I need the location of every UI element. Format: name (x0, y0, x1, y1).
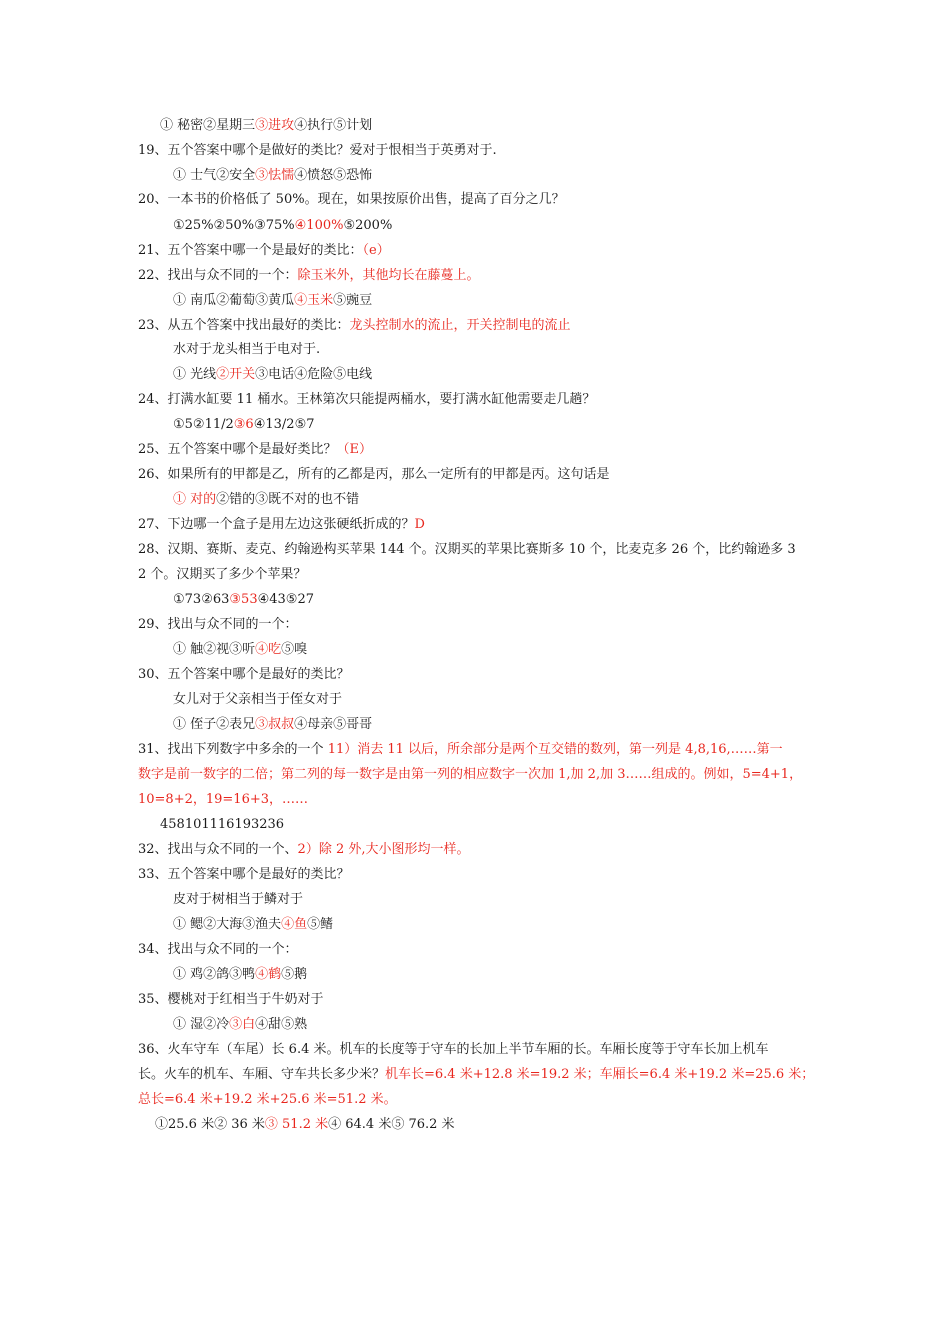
answer-text: ④玉米 (294, 293, 334, 308)
question-text: ②错的③既不对的也不错 (216, 492, 360, 507)
answer-text: ②开关 (216, 367, 256, 382)
question-text: 皮对于树相当于鳞对于 (173, 892, 304, 907)
question-text: 长。火车的机车、车厢、守车共长多少米？ (138, 1067, 386, 1082)
text-line (138, 465, 610, 485)
answer-text: ④鹤 (255, 967, 282, 982)
question-text: ⑤豌豆 (333, 293, 373, 308)
text-line (138, 1065, 814, 1085)
question-text: ⑤嗅 (281, 642, 308, 657)
answer-text: ③53 (229, 592, 258, 607)
answer-text: ③怯懦 (255, 168, 295, 183)
answer-text: 机车长=6.4 米+12.8 米=19.2 米；车厢长=6.4 米+19.2 米=25.6 米； (385, 1067, 815, 1082)
question-text: 27、下边哪一个盒子是用左边这张硬纸折成的？ (138, 517, 415, 532)
question-text: ①73②63 (173, 592, 230, 607)
text-line (173, 1015, 307, 1035)
question-text: ① 秘密②星期三 (160, 118, 256, 133)
answer-text: ④100% (294, 218, 344, 233)
text-line (138, 940, 298, 960)
question-text: ① 鸡②鸽③鸭 (173, 967, 256, 982)
question-text: ④43⑤27 (257, 592, 315, 607)
answer-text: ③白 (229, 1017, 256, 1032)
text-line (138, 865, 350, 885)
text-line (138, 840, 470, 860)
text-line (138, 765, 802, 785)
text-line (138, 515, 425, 535)
text-line (173, 590, 314, 610)
question-text: 26、如果所有的甲都是乙，所有的乙都是丙，那么一定所有的甲都是丙。这句话是 (138, 467, 610, 482)
question-text: 19、五个答案中哪个是做好的类比？爱对于恨相当于英勇对于. (138, 143, 497, 158)
question-text: ④ 64.4 米⑤ 76.2 米 (328, 1117, 455, 1132)
question-text: 35、樱桃对于红相当于牛奶对于 (138, 992, 324, 1007)
text-line (173, 915, 333, 935)
question-text: 458101116193236 (160, 817, 285, 832)
answer-text: 总长=6.4 米+19.2 米+25.6 米=51.2 米。 (138, 1092, 397, 1107)
text-line (173, 890, 303, 910)
question-text: ①25%②50%③75% (173, 218, 295, 233)
text-line (138, 390, 595, 410)
answer-text: 数字是前一数字的二倍；第二列的每一数字是由第一列的相应数字一次加 1,加 2,加 3……组成的。例如，5=4+1， (138, 767, 803, 782)
answer-text: ③6 (233, 417, 254, 432)
text-line (138, 266, 480, 286)
text-line (173, 965, 307, 985)
question-text: 33、五个答案中哪个是最好的类比？ (138, 867, 350, 882)
question-text: ① 士气②安全 (173, 168, 256, 183)
question-text: 23、从五个答案中找出最好的类比： (138, 318, 350, 333)
answer-text: ③进攻 (255, 118, 295, 133)
text-line (138, 990, 324, 1010)
answer-text: （e） (362, 243, 390, 258)
text-line (138, 540, 796, 560)
question-text: ①5②11/2 (173, 417, 234, 432)
question-text: 30、五个答案中哪个是最好的类比？ (138, 667, 350, 682)
text-line (173, 690, 342, 710)
question-text: 21、五个答案中哪一个是最好的类比： (138, 243, 363, 258)
question-text: 36、火车守车（车尾）长 6.4 米。机车的长度等于守车的长加上半节车厢的长。车厢长度等于守车长加上机车 (138, 1042, 769, 1057)
answer-text: 2）除 2 外,大小图形均一样。 (297, 842, 470, 857)
question-text: ①25.6 米② 36 米 (155, 1117, 265, 1132)
text-line (173, 340, 320, 360)
question-text: ④愤怒⑤恐怖 (294, 168, 373, 183)
answer-text: ③叔叔 (255, 717, 295, 732)
text-line (138, 141, 497, 161)
text-line (160, 815, 284, 835)
text-line (173, 715, 372, 735)
answer-text: 龙头控制水的流止，开关控制电的流止 (349, 318, 571, 333)
question-text: ⑤鳍 (307, 917, 334, 932)
answer-text: ① 对的 (173, 492, 217, 507)
text-line (138, 790, 308, 810)
question-text: ① 光线 (173, 367, 217, 382)
text-line (173, 365, 372, 385)
question-text: 29、找出与众不同的一个： (138, 617, 298, 632)
text-line (173, 216, 392, 236)
question-text: ④13/2⑤7 (253, 417, 315, 432)
question-text: 31、找出下列数字中多余的一个 (138, 742, 328, 757)
question-text: ④执行⑤计划 (294, 118, 373, 133)
text-line (138, 1040, 768, 1060)
text-line (173, 490, 359, 510)
text-line (160, 116, 372, 136)
question-text: ① 鳃②大海③渔夫 (173, 917, 282, 932)
answer-text: ④吃 (255, 642, 282, 657)
text-line (138, 440, 372, 460)
question-text: ① 触②视③听 (173, 642, 256, 657)
text-line (138, 316, 571, 336)
text-line (138, 615, 298, 635)
question-text: ③电话④危险⑤电线 (255, 367, 373, 382)
question-text: 32、找出与众不同的一个、 (138, 842, 298, 857)
answer-text: ③ 51.2 米 (264, 1117, 329, 1132)
question-text: ④甜⑤熟 (255, 1017, 308, 1032)
text-line (173, 415, 315, 435)
answer-text: ④鱼 (281, 917, 308, 932)
question-text: ① 湿②冷 (173, 1017, 230, 1032)
question-text: 25、五个答案中哪个是最好类比？ (138, 442, 337, 457)
text-line (173, 291, 372, 311)
answer-text: 除玉米外，其他均长在藤蔓上。 (297, 268, 480, 283)
answer-text: D (414, 517, 425, 532)
question-text: 女儿对于父亲相当于侄女对于 (173, 692, 343, 707)
text-line (173, 166, 372, 186)
question-text: 水对于龙头相当于电对于. (173, 342, 321, 357)
text-line (138, 1090, 397, 1110)
question-text: ⑤200% (343, 218, 393, 233)
question-text: 34、找出与众不同的一个： (138, 942, 298, 957)
text-line (173, 640, 307, 660)
question-text: ④母亲⑤哥哥 (294, 717, 373, 732)
text-line (138, 665, 350, 685)
answer-text: 11）消去 11 以后，所余部分是两个互交错的数列，第一列是 4,8,16,……第一 (327, 742, 783, 757)
question-text: 24、打满水缸要 11 桶水。王林第次只能提两桶水，要打满水缸他需要走几趟？ (138, 392, 596, 407)
question-text: 2 个。汉期买了多少个苹果？ (138, 567, 307, 582)
question-text: ① 南瓜②葡萄③黄瓜 (173, 293, 295, 308)
text-line (138, 740, 783, 760)
question-text: 20、一本书的价格低了 50%。现在，如果按原价出售，提高了百分之几？ (138, 192, 565, 207)
text-line (138, 565, 306, 585)
answer-text: （E） (336, 442, 373, 457)
question-text: 28、汉期、赛斯、麦克、约翰逊构买苹果 144 个。汉期买的苹果比赛斯多 10 个，比麦克多 26 个，比约翰逊多 3 (138, 542, 796, 557)
answer-text: 10=8+2，19=16+3，…… (138, 792, 309, 807)
question-text: ① 侄子②表兄 (173, 717, 256, 732)
question-text: ⑤鹅 (281, 967, 308, 982)
question-text: 22、找出与众不同的一个： (138, 268, 298, 283)
text-line (155, 1115, 455, 1135)
text-line (138, 190, 565, 210)
text-line (138, 241, 390, 261)
